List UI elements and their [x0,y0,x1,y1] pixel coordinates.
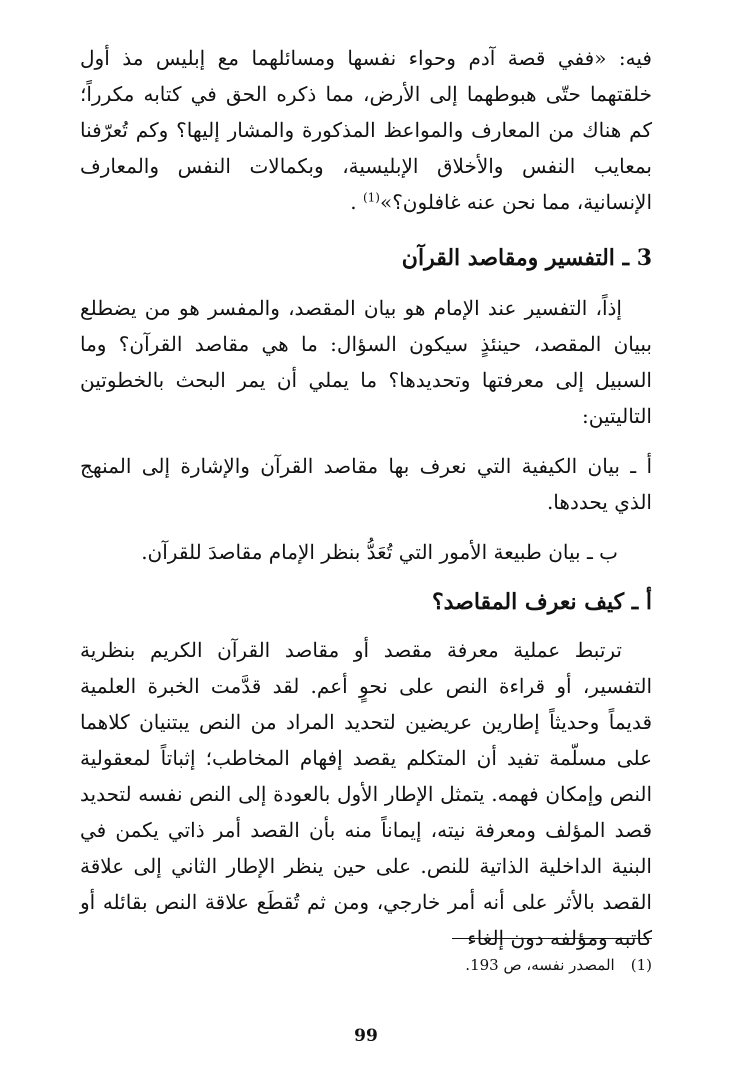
list-item-a: أ ـ بيان الكيفية التي نعرف بها مقاصد القرآن والإشارة إلى المنهج الذي يحددها. [80,454,652,514]
quote-end: . [350,190,357,214]
subsection-heading-how: أ ـ كيف نعرف المقاصد؟ [431,589,652,615]
paragraph-intro: إذاً، التفسير عند الإمام هو بيان المقصد، والمفسر هو من يضطلع ببيان المقصد، حينئذٍ سيكون السؤال: ما هي مقاصد القرآن؟ وما السبيل إلى معرفتها وتحديدها؟ ما يملي أن يمر البحث بالخطوتين التاليتين: [80,296,652,428]
quote-text: فيه: «ففي قصة آدم وحواء نفسها ومسائلهما مع إبليس مذ أول خلقتهما حتّى هبوطهما إلى الأرض، مما ذكره الحق في كتابه مكرراً؛ كم هناك من المعارف والمواعظ المذكورة والمشار إليها؟ وكم تُعرّفنا بمعايب النفس والأخلاق الإبليسية، وبكمالات النفس والمعارف الإنسانية، مما نحن عنه غافلون؟» [80,46,652,214]
footnote-reference[interactable]: (1) [362,190,380,205]
page-body [80,40,652,956]
section-heading-tafsir: 3 ـ التفسير ومقاصد القرآن [401,245,652,271]
footnote-number: (1) [630,956,652,974]
page-number: 99 [354,1026,378,1046]
list-item-b: ب ـ بيان طبيعة الأمور التي تُعَدُّ بنظر الإمام مقاصدَ للقرآن. [141,540,618,564]
paragraph-quote [80,40,652,220]
paragraph-main: ترتبط عملية معرفة مقصد أو مقاصد القرآن الكريم بنظرية التفسير، أو قراءة النص على نحوٍ أعم. لقد قدَّمت الخبرة العلمية قديماً وحديثاً إطارين عريضين لتحديد المراد من النص يبتنيان كلاهما على مسلّمة تفيد أن المتكلم يقصد إفهام المخاطب؛ إثباتاً لمعقولية النص وإمكان فهمه. يتمثل الإطار الأول بالعودة إلى النص نفسه لتحديد قصد المؤلف ومعرفة نيته، إيماناً منه بأن القصد أمر ذاتي يكمن في البنية الداخلية الذاتية للنص. على حين ينظر الإطار الثاني إلى علاقة القصد بالأثر على أنه أمر خارجي، ومن ثم تُقطَع علاقة النص بقائله أو كاتبه ومؤلفه دون إلغاء [80,638,652,950]
footnote-text: المصدر نفسه، ص 193. [465,956,615,974]
footnote [465,954,652,976]
footnote-divider [452,938,652,939]
